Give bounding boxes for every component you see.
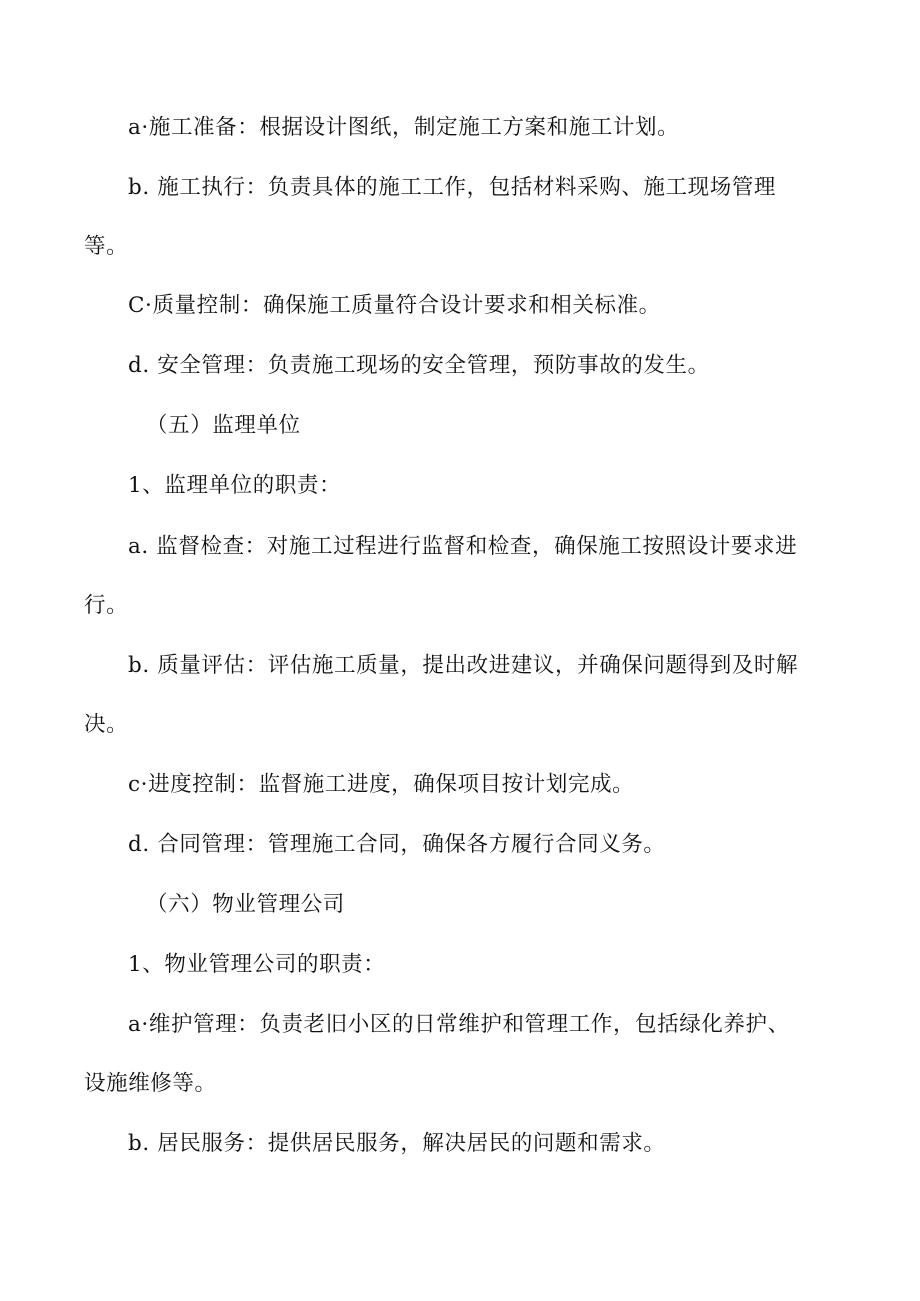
property-item-a: a·维护管理：负责老旧小区的日常维护和管理工作，包括绿化养护、 bbox=[128, 1012, 790, 1037]
section-heading-property: （六）物业管理公司 bbox=[146, 892, 345, 917]
supervision-item-d: d. 合同管理：管理施工合同，确保各方履行合同义务。 bbox=[128, 832, 666, 857]
construction-item-c: C·质量控制：确保施工质量符合设计要求和相关标准。 bbox=[128, 293, 661, 318]
property-item-a-continued: 设施维修等。 bbox=[84, 1071, 217, 1096]
supervision-item-c: c·进度控制：监督施工进度，确保项目按计划完成。 bbox=[128, 772, 635, 797]
construction-item-b-continued: 等。 bbox=[84, 234, 129, 259]
section-heading-supervision: （五）监理单位 bbox=[146, 413, 301, 438]
construction-item-a: a·施工准备：根据设计图纸，制定施工方案和施工计划。 bbox=[128, 115, 680, 140]
supervision-item-a-continued: 行。 bbox=[84, 593, 129, 618]
construction-item-b: b. 施工执行：负责具体的施工工作，包括材料采购、施工现场管理 bbox=[128, 175, 777, 200]
supervision-item-b: b. 质量评估：评估施工质量，提出改进建议，并确保问题得到及时解 bbox=[128, 653, 799, 678]
property-item-b: b. 居民服务：提供居民服务，解决居民的问题和需求。 bbox=[128, 1131, 666, 1156]
supervision-item-a: a. 监督检查：对施工过程进行监督和检查，确保施工按照设计要求进 bbox=[128, 534, 798, 559]
supervision-item-b-continued: 决。 bbox=[84, 712, 129, 737]
property-duties-title: 1、物业管理公司的职责： bbox=[128, 952, 386, 977]
construction-item-d: d. 安全管理：负责施工现场的安全管理，预防事故的发生。 bbox=[128, 353, 710, 378]
supervision-duties-title: 1、监理单位的职责： bbox=[128, 473, 342, 498]
